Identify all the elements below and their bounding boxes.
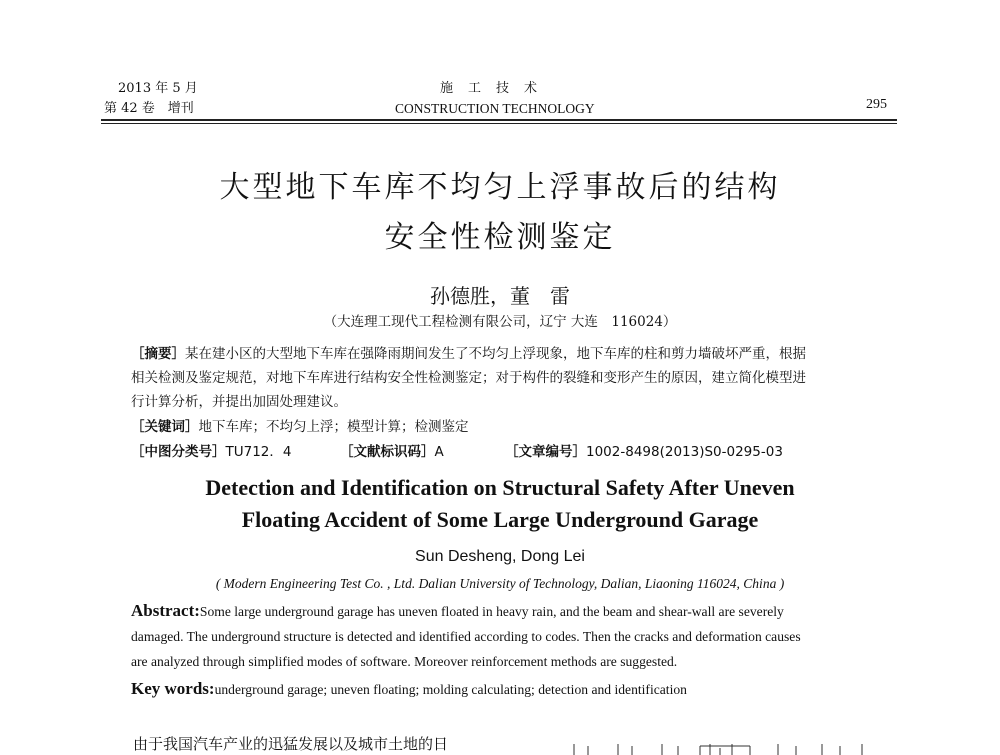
art-value: 1002-8498(2013)S0-0295-03 xyxy=(586,444,783,460)
doc-value: A xyxy=(434,444,444,460)
art-label: ［文章编号］ xyxy=(505,444,586,460)
authors-cn: 孙德胜，董 雷 xyxy=(430,284,570,308)
authors-en: Sun Desheng, Dong Lei xyxy=(415,548,585,565)
abstract-cn-line2: 相关检测及鉴定规范，对地下车库进行结构安全性检测鉴定；对于构件的裂缝和变形产生的原因，建立简化模型进 xyxy=(131,370,806,386)
abstract-cn-line3: 行计算分析，并提出加固处理建议。 xyxy=(131,394,347,410)
clc-number xyxy=(131,440,291,460)
keywords-cn-text: 地下车库；不均匀上浮；模型计算；检测鉴定 xyxy=(198,419,469,435)
volume-info: 第 42 卷 增刊 xyxy=(104,101,194,116)
keywords-en-label: Key words: xyxy=(131,679,215,698)
clc-value: TU712．4 xyxy=(225,444,292,460)
abstract-en-line1 xyxy=(131,601,784,621)
header-rule-thick xyxy=(101,119,897,121)
title-en-line2: Floating Accident of Some Large Underground Garage xyxy=(241,507,759,532)
keywords-cn-label: ［关键词］ xyxy=(131,419,199,435)
journal-name-cn: 施 工 技 术 xyxy=(440,81,539,96)
clc-label: ［中图分类号］ xyxy=(131,444,226,460)
abstract-cn-label: ［摘要］ xyxy=(131,346,185,362)
abstract-en-label: Abstract: xyxy=(131,601,200,620)
doc-label: ［文献标识码］ xyxy=(340,444,435,460)
header-rule-thin xyxy=(101,123,897,124)
article-number xyxy=(505,440,783,460)
abstract-en-line3: are analyzed through simplified modes of software. Moreover reinforcement methods are suggested. xyxy=(131,654,678,669)
title-en-line1: Detection and Identification on Structural Safety After Uneven xyxy=(205,475,795,500)
keywords-cn xyxy=(131,415,469,435)
figure-fragment xyxy=(560,740,880,755)
issue-date: 2013 年 5 月 xyxy=(118,81,198,96)
abstract-en-text: Some large underground garage has uneven floated in heavy rain, and the beam and shear-wall are severely xyxy=(199,604,784,619)
document-code xyxy=(340,440,444,460)
title-cn-line2: 安全性检测鉴定 xyxy=(384,220,616,255)
body-text-line: 由于我国汽车产业的迅猛发展以及城市土地的日 xyxy=(133,735,449,753)
page-number: 295 xyxy=(866,97,887,112)
affiliation-cn: （大连理工现代工程检测有限公司，辽宁 大连 116024） xyxy=(323,314,677,330)
keywords-en xyxy=(131,679,687,699)
abstract-cn-line1 xyxy=(131,342,806,362)
affiliation-en: ( Modern Engineering Test Co. , Ltd. Dalian University of Technology, Dalian, Liaoning 116024, China ) xyxy=(215,576,785,591)
journal-name-en: CONSTRUCTION TECHNOLOGY xyxy=(395,101,595,116)
keywords-en-text: underground garage; uneven floating; molding calculating; detection and identification xyxy=(214,682,687,697)
abstract-en-line2: damaged. The underground structure is detected and identified according to codes. Then the cracks and deformation causes xyxy=(131,629,801,644)
title-cn-line1: 大型地下车库不均匀上浮事故后的结构 xyxy=(219,170,781,205)
abstract-cn-text: 某在建小区的大型地下车库在强降雨期间发生了不均匀上浮现象，地下车库的柱和剪力墙破坏严重，根据 xyxy=(185,346,806,362)
